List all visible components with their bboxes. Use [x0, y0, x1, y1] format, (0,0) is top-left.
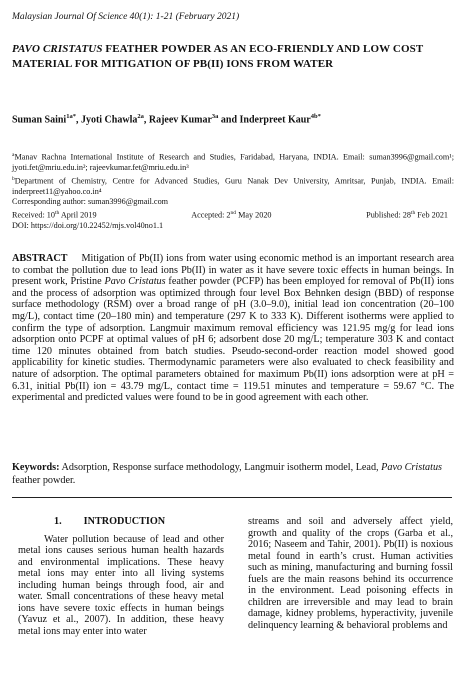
journal-header: Malaysian Journal Of Science 40(1): 1-21 (February 2021): [12, 12, 240, 22]
published-date: Published: 28th Feb 2021: [366, 209, 448, 220]
corresponding-author: Corresponding author: suman3996@gmail.com: [12, 197, 169, 207]
abstract-species: Pavo Cristatus: [104, 276, 166, 288]
received-date: Received: 10th April 2019: [12, 209, 97, 220]
affiliations-block: [12, 150, 454, 231]
body-column-left: [18, 516, 224, 637]
author-name: Inderpreet Kaur: [239, 114, 311, 126]
intro-paragraph-2: streams and soil and adversely affect yield, growth and quality of the crops (Garba et al., 2016; Naseem and Tahir, 2001). Pb(II) is noxious metal found in earth’s crust. Human activities such as mining, manufacturing and burning fossil fuels are the main reasons behind its occurrence in the environment. Lead poisoning effects in children are irreversible and may lead to brain damage, kidney problems, hyperactivity, juvenile delinquency learning & behavioral problems and: [248, 516, 453, 631]
author-name: Jyoti Chawla: [80, 114, 138, 126]
author-superscript: 1a*: [66, 113, 76, 120]
intro-paragraph-1: Water pollution because of lead and other metal ions causes serious human health hazards and environmental implications. These heavy metal ions may enter into all living systems including human beings through food, air and water. Small concentrations of these heavy metal ions have severe toxic effects in human beings (Yavuz et al., 2007). In addition, these heavy metal ions may enter into water: [18, 533, 224, 637]
section-number: 1.: [54, 516, 62, 527]
abstract-section: [12, 253, 454, 404]
keywords-label: Keywords:: [12, 462, 60, 473]
author-list: Suman Saini$^{1a*}$, Jyoti Chawla$^{2a}$, Rajeev Kumar$^{3a}$ and Inderpreet Kaur$^{4b*}$: [12, 113, 321, 126]
intro-heading: [54, 516, 224, 528]
abstract-text: Mitigation of Pb(II) ions from water using economic method is an important research area to combat the pollution due to lead ions Pb(II) in water as it have severe toxic effects in human beings. In present work, Pristine: [12, 253, 454, 288]
title-rest: FEATHER POWDER AS AN ECO-FRIENDLY AND LOW COST MATERIAL FOR MITIGATION OF PB(II) IONS FROM WATER: [12, 43, 424, 70]
author-name: Suman Saini: [12, 114, 67, 126]
author-superscript: 2a: [137, 113, 144, 120]
doi-link[interactable]: DOI: https://doi.org/10.22452/mjs.vol40no1.1: [12, 220, 164, 230]
abstract-label: ABSTRACT: [12, 253, 68, 264]
author-superscript: 3a: [211, 113, 219, 120]
section-divider: [12, 497, 452, 498]
accepted-date: Accepted: 2nd May 2020: [191, 209, 272, 220]
author-name: Rajeev Kumar: [148, 114, 212, 126]
affiliation-a: $^a$Manav Rachna International Institute of Research and Studies, Faridabad, Haryana, INDIA. Email: suman3996@gmail.com¹; jyoti.fet@mriu.edu.in²; rajeevkumar.fet@mriu.edu.in³: [12, 152, 454, 173]
keywords-end: feather powder.: [12, 474, 76, 486]
affiliation-b: $^b$Department of Chemistry, Centre for Advanced Studies, Guru Nanak Dev University, Amritsar, Punjab, INDIA. Email: inderpreet11@yahoo.co.in⁴: [12, 175, 454, 196]
title-species: PAVO CRISTATUS: [12, 43, 103, 55]
publication-dates: [12, 208, 454, 221]
abstract-text-cont: feather powder (PCFP) has been employed for removal of Pb(II) ions and the process of adsorption was optimized through four level Box Behnken design (BBD) of response surface methodology (RSM) over a broad range of pH (3.0–9.0), initial lead ion concentration (20–100 mg/L), contact time (20–180 min) and temperature (297 K to 333 K). Different isotherms were applied to confirm the type of adsorption. Langmuir maximum removal efficiency was 121.95 mg/g for lead ions adsorption onto PCPF at optimal values of pH 6; adsorbent dose 20 mg/L; temperature 303 K and contact time 120 minutes obtained from batch studies. Pseudo-second-order reaction model showed good applicability for kinetic studies. Thermodynamic parameters were also evaluated to check feasibility and nature of adsorption. The optimal parameters obtained for maximum Pb(II) ions adsorption were at pH = 6.31, initial Pb(II) ion = 43.79 mg/L, contact time = 119.51 minutes and temperature = 59.67 °C. The experimental and predicted values were found to be in good agreement with each other.: [12, 276, 454, 404]
keywords-text: Adsorption, Response surface methodology, Langmuir isotherm model, Lead,: [59, 462, 382, 473]
keywords-section: [12, 462, 454, 487]
section-title: INTRODUCTION: [83, 516, 166, 527]
keywords-species: Pavo Cristatus: [381, 462, 443, 473]
body-column-right: [248, 516, 453, 631]
author-superscript: 4b*: [310, 113, 321, 120]
paper-title: [12, 42, 452, 71]
